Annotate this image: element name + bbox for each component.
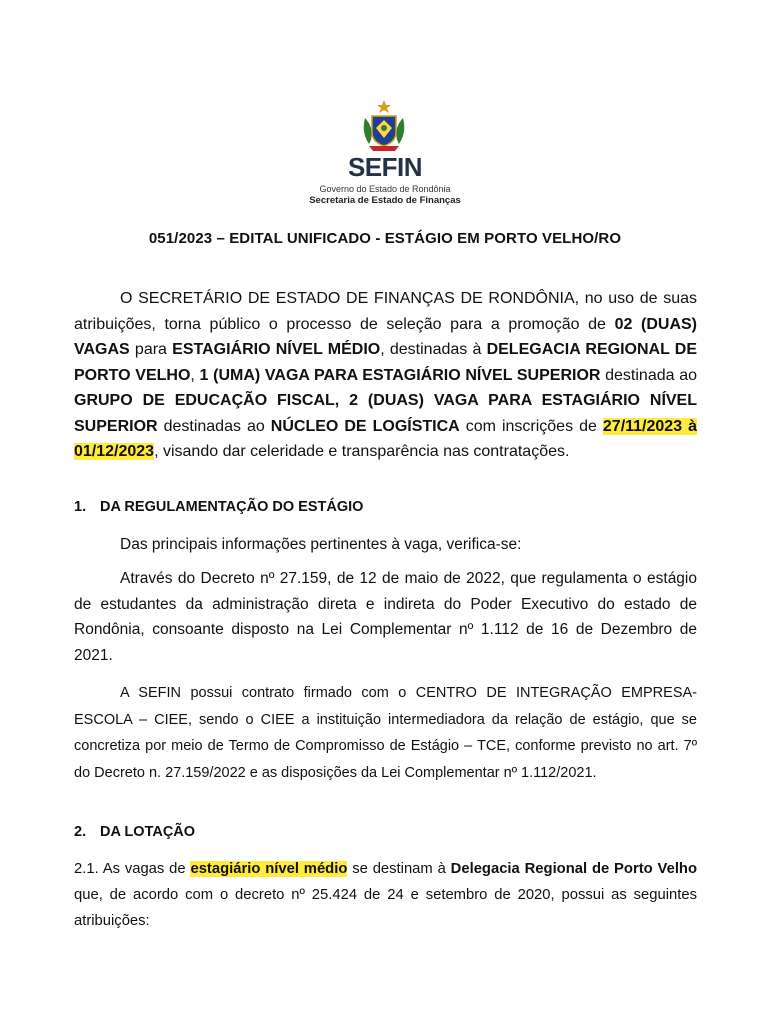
government-line: Governo do Estado de Rondônia: [319, 184, 451, 194]
section-2-paragraph: 2.1. As vagas de estagiário nível médio se destinam à Delegacia Regional de Porto Velho que, de acordo com o decreto nº 25.424 de 24 e setembro de 2020, possui as seguintes atribuições:: [74, 861, 698, 929]
section-2-heading: 2. DA LOTAÇÃO: [74, 824, 196, 840]
highlighted-role: estagiário nível médio: [190, 861, 348, 877]
section-1-info-paragraph: Das principais informações pertinentes à vaga, verifica-se:: [120, 536, 522, 553]
section-1-decree-paragraph: Através do Decreto nº 27.159, de 12 de maio de 2022, que regulamenta o estágio de estudantes da administração direta e indireta do Poder Executivo do estado de Rondônia, consoante disposto na Lei Complementar nº 1.112 de 16 de Dezembro de 2021.: [74, 570, 697, 664]
letterhead: [0, 92, 770, 212]
org-logo-text: SEFIN: [347, 152, 423, 182]
enrollment-dates: 27/11/2023 à 01/12/2023: [74, 417, 697, 460]
section-1-heading: 1. DA REGULAMENTAÇÃO DO ESTÁGIO: [74, 499, 364, 515]
document-title: 051/2023 – EDITAL UNIFICADO - ESTÁGIO EM PORTO VELHO/RO: [148, 230, 622, 247]
state-coat-of-arms-icon: [359, 98, 409, 154]
secretariat-line: Secretaria de Estado de Finanças: [309, 195, 461, 206]
intro-paragraph: O SECRETÁRIO DE ESTADO DE FINANÇAS DE RONDÔNIA, no uso de suas atribuições, torna público o processo de seleção para a promoção de 02 (DUAS) VAGAS para ESTAGIÁRIO NÍVEL MÉDIO, destinadas à DELEGACIA REGIONAL DE PORTO VELHO, 1 (UMA) VAGA PARA ESTAGIÁRIO NÍVEL SUPERIOR destinada ao GRUPO DE EDUCAÇÃO FISCAL, 2 (DUAS) VAGA PARA ESTAGIÁRIO NÍVEL SUPERIOR destinadas ao NÚCLEO DE LOGÍSTICA com inscrições de 27/11/2023 à 01/12/2023, visando dar celeridade e transparência nas contratações.: [74, 290, 698, 460]
section-1-ciee-paragraph: A SEFIN possui contrato firmado com o CENTRO DE INTEGRAÇÃO EMPRESA-ESCOLA – CIEE, sendo o CIEE a instituição intermediadora da relação de estágio, que se concretiza por meio de Termo de Compromisso de Estágio – TCE, conforme previsto no art. 7º do Decreto n. 27.159/2022 e as disposições da Lei Complementar nº 1.112/2021.: [74, 685, 697, 781]
